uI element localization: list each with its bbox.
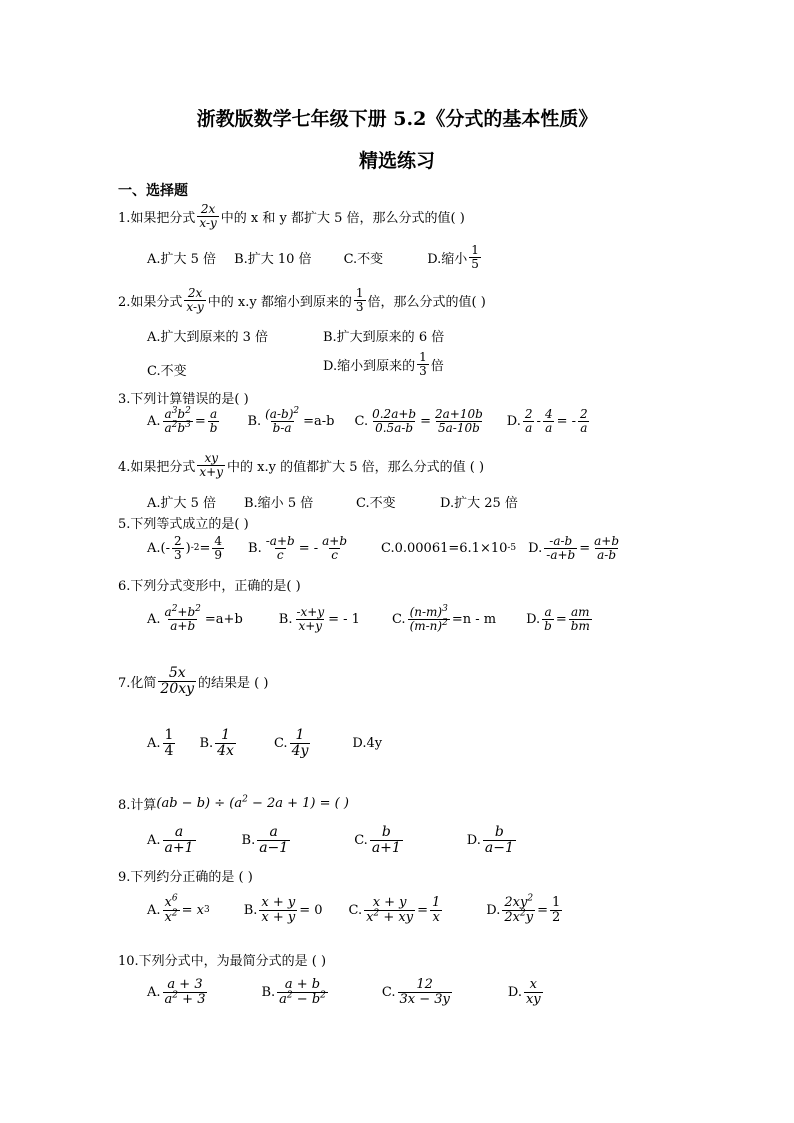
question-3: 3.下列计算错误的是( ) [118,392,249,407]
q1-stem-start: 1.如果把分式 [118,210,196,226]
q2-options-row2 [147,350,444,379]
q1-d-fraction: $\frac{1}{5}$ [471,243,479,271]
q6-option-a: A. $\frac{a^2+b^2}{a+b}$ =a+b [147,604,243,633]
q5-option-a: A.(- $\frac{2}{3}$ ) -2 = $\frac{4}{9}$ [147,534,223,562]
q10-option-c: C. $\frac{12}{3x - 3y}$ [381,977,450,1007]
q9-option-a: A. $\frac{x^6}{x^2}$ = x 3 [147,893,210,925]
q9-option-d: D. $\frac{2xy^2}{2x^2y}$ = $\frac{1}{2}$ [486,893,561,925]
q1-option-c: C.不变 [343,251,384,267]
q2-option-a: A.扩大到原来的 3 倍 [147,330,269,345]
q6-option-d: D. $\frac{a}{b}$ = $\frac{am}{bm}$ [526,605,590,633]
q10-options [147,978,545,1006]
q5-options [147,535,623,561]
q10-option-b: B. $\frac{a + b}{a^2 - b^2}$ [261,977,326,1007]
question-8: 8.计算 $(ab - b) \div (a^2 - 2a + 1)$ = ( ) [118,794,349,813]
q3-options [147,408,592,434]
q4-option-d: D.扩大 25 倍 [440,496,518,511]
q4-option-c: C.不变 [356,496,396,511]
question-5: 5.下列等式成立的是( ) [118,517,249,532]
question-7: 7.化简 $\frac{5x}{20xy}$ 的结果是 ( ) [118,665,269,697]
q8-options [147,825,518,855]
q2-option-c: C.不变 [147,364,187,379]
q3-option-a: A. $\frac{a^3b^2}{a^2b^3}$ = $\frac{a}{b}$ [147,406,218,435]
q5-option-b: B. $\frac{-a+b}{c}$ = - $\frac{a+b}{c}$ [248,534,347,562]
q6-options [147,606,594,632]
question-10: 10.下列分式中，为最简分式的是 ( ) [118,954,327,969]
q7-options [147,728,382,758]
q8-option-d: D. $\frac{b}{a-1}$ [466,824,514,856]
q3-option-b: B. $\frac{(a-b)^2}{b-a}$ =a-b [247,406,335,435]
q7-fraction: $\frac{5x}{20xy}$ [160,665,195,697]
question-2: 2.如果分式 $\frac{2x}{x-y}$ 中的 x.y 都缩小到原来的 $\frac{1}{3}$ 倍，那么分式的值( ) [118,286,486,314]
q5-option-d: D. $\frac{-a-b}{-a+b}$ = $\frac{a+b}{a-b}$ [528,534,620,562]
q9-option-b: B. $\frac{x + y}{x + y}$ = 0 [243,895,323,925]
q4-option-b: B.缩小 5 倍 [244,496,314,511]
document-title: 浙教版数学七年级下册 5.2《分式的基本性质》 [196,108,598,130]
q8-option-b: B. $\frac{a}{a-1}$ [241,824,289,856]
q10-option-d: D. $\frac{x}{xy}$ [507,977,541,1007]
q3-option-d: D. $\frac{2}{a}$ - $\frac{4}{a}$ = - $\frac{2}{a}$ [506,407,588,435]
q4-fraction: $\frac{xy}{x+y}$ [199,451,224,479]
q2-scale-fraction: $\frac{1}{3}$ [355,286,364,314]
q1-options [147,244,483,270]
q1-option-d: D.缩小 $\frac{1}{5}$ [427,243,479,271]
q2-option-b: B.扩大到原来的 6 倍 [323,330,445,345]
q9-option-c: C. $\frac{x + y}{x^2 + xy}$ = $\frac{1}{x}$ [348,895,441,925]
q2-fraction: $\frac{2x}{x-y}$ [186,286,204,314]
q7-option-c: C. $\frac{1}{4y}$ [273,727,309,759]
q7-option-d: D.4y [352,735,383,751]
q6-option-c: C. $\frac{(n-m)^3}{(m-n)^2}$ =n - m [391,604,497,633]
question-1 [118,203,465,229]
question-4: 4.如果把分式 $\frac{xy}{x+y}$ 中的 x.y 的值都扩大 5 倍，那么分式的值 ( ) [118,451,485,479]
q2-options-row1 [147,326,444,345]
q1-option-a: A.扩大 5 倍 [147,251,217,267]
q3-option-c: C. $\frac{0.2a+b}{0.5a-b}$ = $\frac{2a+10b}{5a-10b}$ [354,407,483,435]
q6-option-b: B. $\frac{-x+y}{x+y}$ = - 1 [278,605,360,633]
question-6: 6.下列分式变形中，正确的是( ) [118,579,301,594]
q2-option-d: D.缩小到原来的 $\frac{1}{3}$ 倍 [323,350,444,378]
q1-fraction: $\frac{2x}{x-y}$ [199,202,217,230]
q1-option-b: B.扩大 10 倍 [234,251,312,267]
q8-option-c: C. $\frac{b}{a+1}$ [354,824,401,856]
q1-stem-end: 中的 x 和 y 都扩大 5 倍，那么分式的值( ) [220,210,465,226]
q7-option-a: A. $\frac{1}{4}$ [147,727,174,759]
q4-option-a: A.扩大 5 倍 [147,496,217,511]
question-9: 9.下列约分正确的是 ( ) [118,870,253,885]
section-heading: 一、选择题 [118,183,188,199]
q8-option-a: A. $\frac{a}{a+1}$ [147,824,194,856]
document-subtitle: 精选练习 [358,150,435,172]
q4-options [147,492,518,511]
q7-option-b: B. $\frac{1}{4x}$ [199,727,234,759]
q10-option-a: A. $\frac{a + 3}{a^2 + 3}$ [147,977,206,1007]
q9-options [147,893,564,925]
q5-option-c: C.0.00061=6.1×10 -5 [381,540,517,556]
